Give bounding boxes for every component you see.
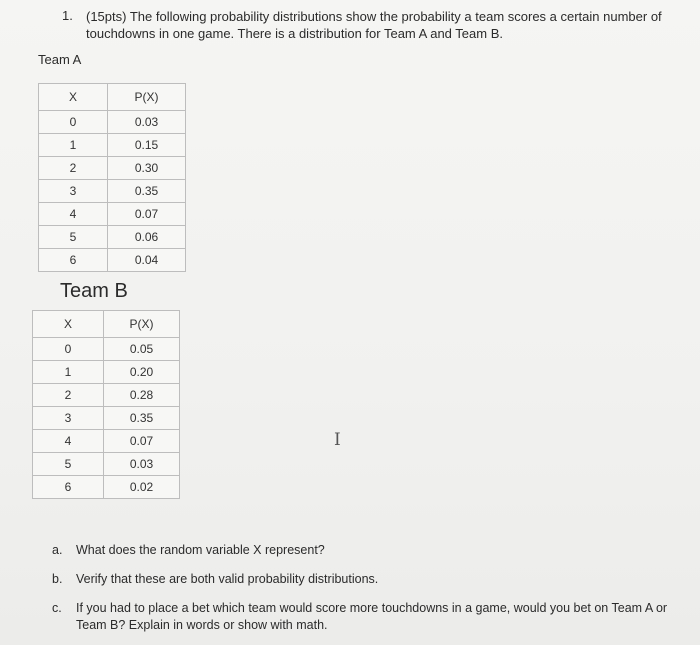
p-cell: 0.06 [108,226,186,249]
table-row [33,338,180,361]
question-text: (15pts) The following probability distributions show the probability a team scores a certain number of touchdowns in one game. There is a distribution for Team A and Team B. [86,9,662,41]
p-cell: 0.35 [104,407,180,430]
table-row [33,407,180,430]
table-row [39,226,186,249]
table-row [33,384,180,407]
x-cell: 6 [33,476,104,499]
question-number: 1. [62,8,73,23]
part-text: If you had to place a bet which team would score more touchdowns in a game, would you bet on Team A or Team B? Explain in words or show with math. [76,601,668,632]
p-cell: 0.28 [104,384,180,407]
table-header-row [33,311,180,338]
x-cell: 3 [33,407,104,430]
part-letter: c. [52,601,62,615]
part-text: Verify that these are both valid probability distributions. [76,572,379,586]
x-cell: 0 [33,338,104,361]
part-letter: a. [52,543,63,557]
team-b-table [32,310,180,499]
table-row [39,203,186,226]
text-cursor-icon: I [334,430,341,450]
table-row [39,249,186,272]
x-cell: 1 [39,134,108,157]
x-cell: 6 [39,249,108,272]
x-cell: 0 [39,111,108,134]
part-text: What does the random variable X represent? [76,543,325,557]
x-cell: 5 [33,453,104,476]
table-row [39,134,186,157]
p-cell: 0.07 [104,430,180,453]
x-cell: 1 [33,361,104,384]
x-cell: 2 [39,157,108,180]
x-cell: 4 [39,203,108,226]
p-cell: 0.35 [108,180,186,203]
table-row [33,430,180,453]
p-cell: 0.02 [104,476,180,499]
table-row [33,361,180,384]
x-cell: 5 [39,226,108,249]
part-letter: b. [52,572,63,586]
p-cell: 0.04 [108,249,186,272]
x-cell: 4 [33,430,104,453]
p-cell: 0.03 [108,111,186,134]
p-cell: 0.07 [108,203,186,226]
p-cell: 0.15 [108,134,186,157]
table-row [39,180,186,203]
header-px: P(X) [108,84,186,111]
p-cell: 0.30 [108,157,186,180]
team-a-table [38,83,186,272]
header-px: P(X) [104,311,180,338]
p-cell: 0.05 [104,338,180,361]
table-row [39,157,186,180]
header-x: X [33,311,104,338]
header-x: X [39,84,108,111]
table-row [39,111,186,134]
x-cell: 2 [33,384,104,407]
table-row [33,453,180,476]
team-b-label: Team B [60,280,128,302]
table-header-row [39,84,186,111]
team-a-label: Team A [38,52,82,67]
p-cell: 0.20 [104,361,180,384]
x-cell: 3 [39,180,108,203]
table-row [33,476,180,499]
p-cell: 0.03 [104,453,180,476]
